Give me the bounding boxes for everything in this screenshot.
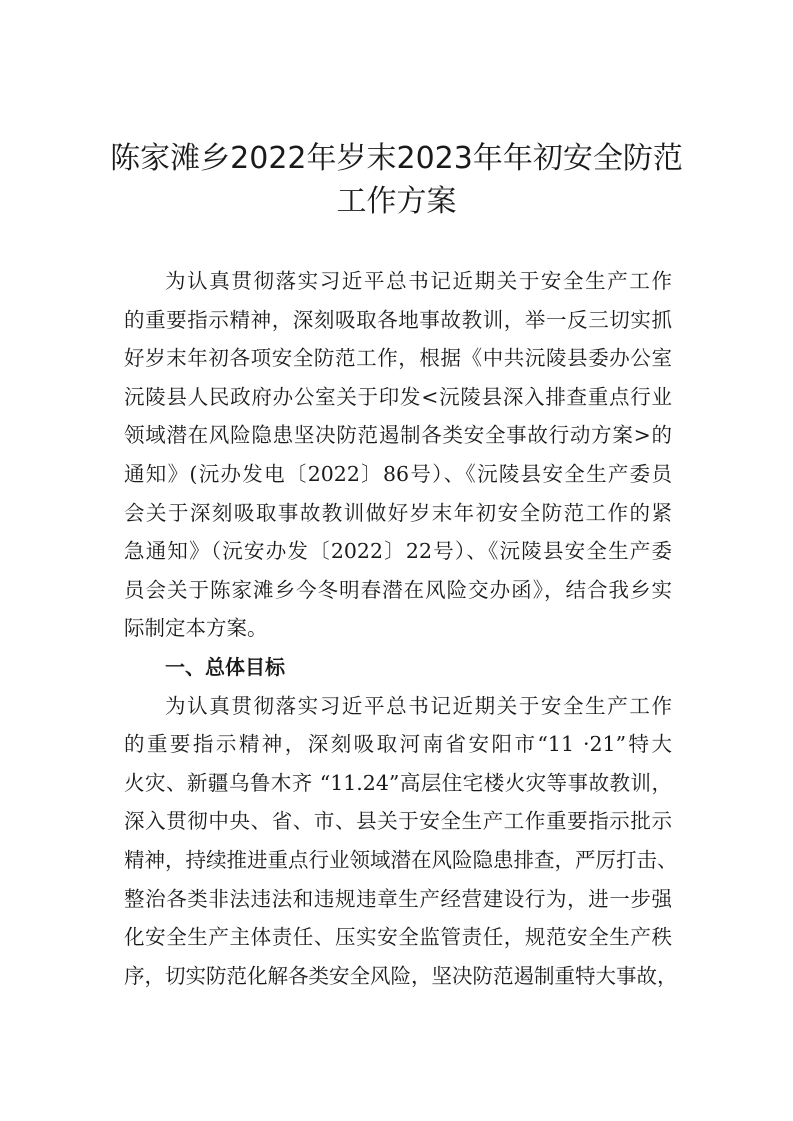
text-line: 际制定本方案。 [124, 616, 268, 641]
paragraph-overall-goal [124, 687, 678, 996]
text-line: 好岁末年初各项安全防范工作，根据《中共沅陵县委办公室 [124, 346, 672, 371]
text-line: 急通知》（沅安办发〔2022〕22号）、《沅陵县安全生产委 [124, 539, 672, 564]
document-title-line-2: 工作方案 [336, 184, 457, 219]
text-line: 序，切实防范化解各类安全风险，坚决防范遏制重特大事故， [124, 963, 678, 988]
document-body [124, 262, 678, 995]
text-line: 整治各类非法违法和违规违章生产经营建设行为，进一步强 [124, 886, 672, 911]
text-line: 为认真贯彻落实习近平总书记近期关于安全生产工作 [165, 693, 672, 718]
paragraph-preamble [124, 262, 672, 648]
section-heading-overall-goal: 一、总体目标 [165, 654, 285, 679]
text-line: 化安全生产主体责任、压实安全监管责任，规范安全生产秩 [124, 925, 672, 950]
text-line: 深入贯彻中央、省、市、县关于安全生产工作重要指示批示 [124, 809, 672, 834]
text-line: 精神，持续推进重点行业领域潜在风险隐患排查，严厉打击、 [124, 847, 678, 872]
text-line: 的重要指示精神，深刻吸取各地事故教训，举一反三切实抓 [124, 307, 672, 332]
text-line: 会关于深刻吸取事故教训做好岁末年初安全防范工作的紧 [124, 500, 672, 525]
document-title-line-1: 陈家滩乡2022年岁末2023年年初安全防范 [110, 141, 683, 176]
text-line: 通知》(沅办发电〔2022〕86号）、《沅陵县安全生产委员 [124, 461, 672, 486]
text-line: 的重要指示精神，深刻吸取河南省安阳市“11 ·21”特大 [124, 732, 672, 757]
text-line: 领域潜在风险隐患坚决防范遏制各类安全事故行动方案>的 [124, 423, 672, 448]
text-line: 为认真贯彻落实习近平总书记近期关于安全生产工作 [165, 269, 672, 293]
text-line: 员会关于陈家滩乡今冬明春潜在风险交办函》，结合我乡实 [124, 577, 672, 602]
text-line: 火灾、新疆乌鲁木齐 “11.24”高层住宅楼火灾等事故教训， [124, 770, 672, 795]
text-line: 沅陵县人民政府办公室关于印发<沅陵县深入排查重点行业 [124, 384, 672, 409]
